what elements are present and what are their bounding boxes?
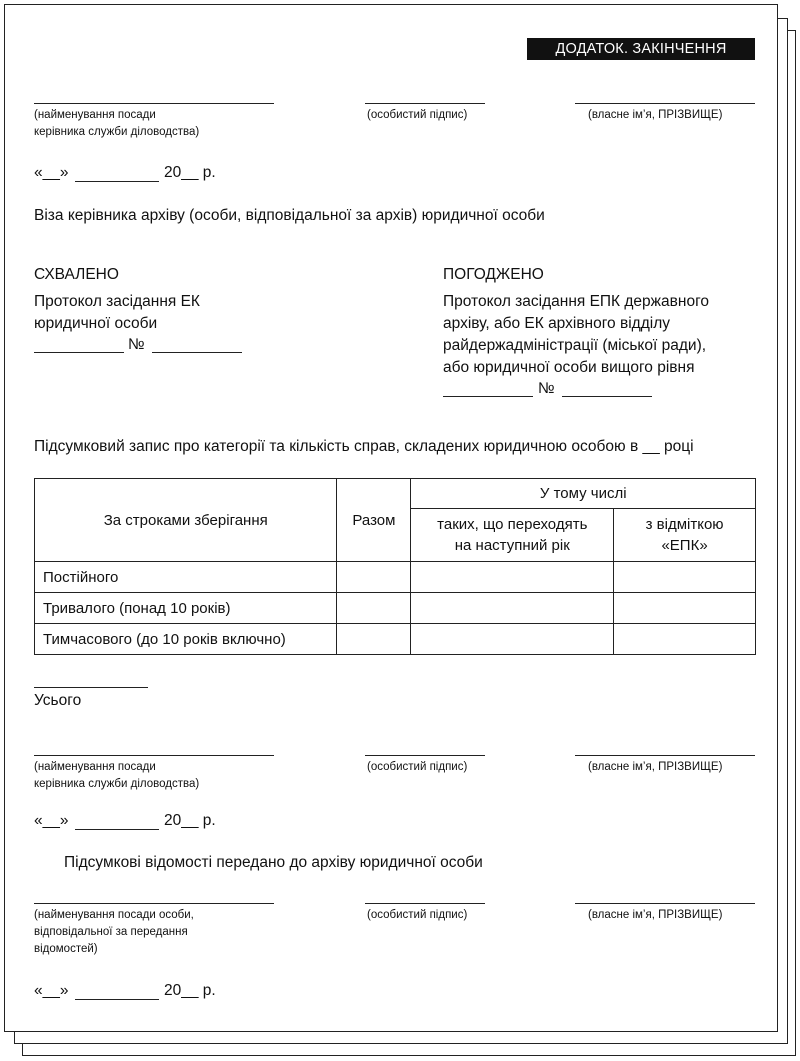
name-caption: (власне ім’я, ПРІЗВИЩЕ) (588, 909, 723, 921)
agreed-number-sign: № (538, 380, 555, 397)
signature-caption: (особистий підпис) (367, 109, 468, 121)
position-line (34, 103, 274, 104)
position-line (34, 755, 274, 756)
name-line (575, 755, 755, 756)
date-month-line (75, 829, 159, 830)
cell-transferring (411, 624, 614, 655)
agreed-date-line (443, 396, 533, 397)
header-including: У тому числі (411, 479, 756, 509)
agreed-line1: Протокол засідання ЕПК державного (443, 293, 710, 310)
approved-line1: Протокол засідання ЕК (34, 293, 200, 310)
row-label-temporary: Тимчасового (до 10 років включно) (35, 624, 337, 655)
date-year: 20__ р. (164, 812, 216, 829)
date-day: «__» (34, 982, 69, 999)
approved-number-line (152, 352, 242, 353)
approved-title: СХВАЛЕНО (34, 266, 119, 283)
position-caption-line1: (найменування посади (34, 761, 156, 773)
header-storage-terms: За строками зберігання (35, 479, 337, 562)
date-year: 20__ р. (164, 164, 216, 181)
signature-caption: (особистий підпис) (367, 909, 468, 921)
cell-transferring (411, 593, 614, 624)
position-caption-line2: керівника служби діловодства) (34, 126, 200, 138)
position-caption-line1: (найменування посади особи, (34, 909, 194, 921)
agreed-line3: райдержадміністрації (міської ради), (443, 337, 707, 354)
archive-visa: Віза керівника архіву (особи, відповідальної за архів) юридичної особи (34, 207, 545, 224)
cell-epk (614, 593, 756, 624)
transferred-note: Підсумкові відомості передано до архіву юридичної особи (64, 854, 483, 871)
date-day: «__» (34, 164, 69, 181)
position-caption-line2: керівника служби діловодства) (34, 778, 200, 790)
date-year: 20__ р. (164, 982, 216, 999)
total-line (34, 687, 148, 688)
total-label: Усього (34, 692, 82, 709)
signature-line (365, 103, 485, 104)
header-epk-mark (614, 509, 756, 562)
cell-total (337, 624, 411, 655)
table-row (35, 562, 756, 593)
signature-caption: (особистий підпис) (367, 761, 468, 773)
position-caption-line1: (найменування посади (34, 109, 156, 121)
header-total: Разом (337, 479, 411, 562)
name-caption: (власне ім’я, ПРІЗВИЩЕ) (588, 109, 723, 121)
name-caption: (власне ім’я, ПРІЗВИЩЕ) (588, 761, 723, 773)
cell-transferring (411, 562, 614, 593)
date-month-line (75, 181, 159, 182)
date-day: «__» (34, 812, 69, 829)
agreed-line4: або юридичної особи вищого рівня (443, 359, 695, 376)
position-caption-line2: відповідальної за передання (34, 926, 188, 938)
row-label-long-term: Тривалого (понад 10 років) (35, 593, 337, 624)
row-label-permanent: Постійного (35, 562, 337, 593)
agreed-title: ПОГОДЖЕНО (443, 266, 544, 283)
header-epk-line1: з відміткою (645, 516, 724, 533)
summary-table (34, 478, 756, 655)
cell-total (337, 562, 411, 593)
summary-title: Підсумковий запис про категорії та кількість справ, складених юридичною особою в __ році (34, 438, 694, 455)
table-row (35, 624, 756, 655)
signature-line (365, 755, 485, 756)
signature-line (365, 903, 485, 904)
agreed-number-line (562, 396, 652, 397)
header-epk-line2: «ЕПК» (661, 537, 708, 554)
appendix-badge: ДОДАТОК. ЗАКІНЧЕННЯ (527, 38, 755, 60)
cell-epk (614, 562, 756, 593)
name-line (575, 903, 755, 904)
position-caption-line3: відомостей) (34, 943, 98, 955)
table-row (35, 593, 756, 624)
cell-total (337, 593, 411, 624)
header-transferring-line1: таких, що переходять (437, 516, 588, 533)
header-transferring-line2: на наступний рік (454, 537, 570, 554)
approved-number-sign: № (128, 336, 145, 353)
cell-epk (614, 624, 756, 655)
approved-date-line (34, 352, 124, 353)
position-line (34, 903, 274, 904)
name-line (575, 103, 755, 104)
approved-line2: юридичної особи (34, 315, 158, 332)
header-transferring (411, 509, 614, 562)
date-month-line (75, 999, 159, 1000)
agreed-line2: архіву, або ЕК архівного відділу (443, 315, 670, 332)
